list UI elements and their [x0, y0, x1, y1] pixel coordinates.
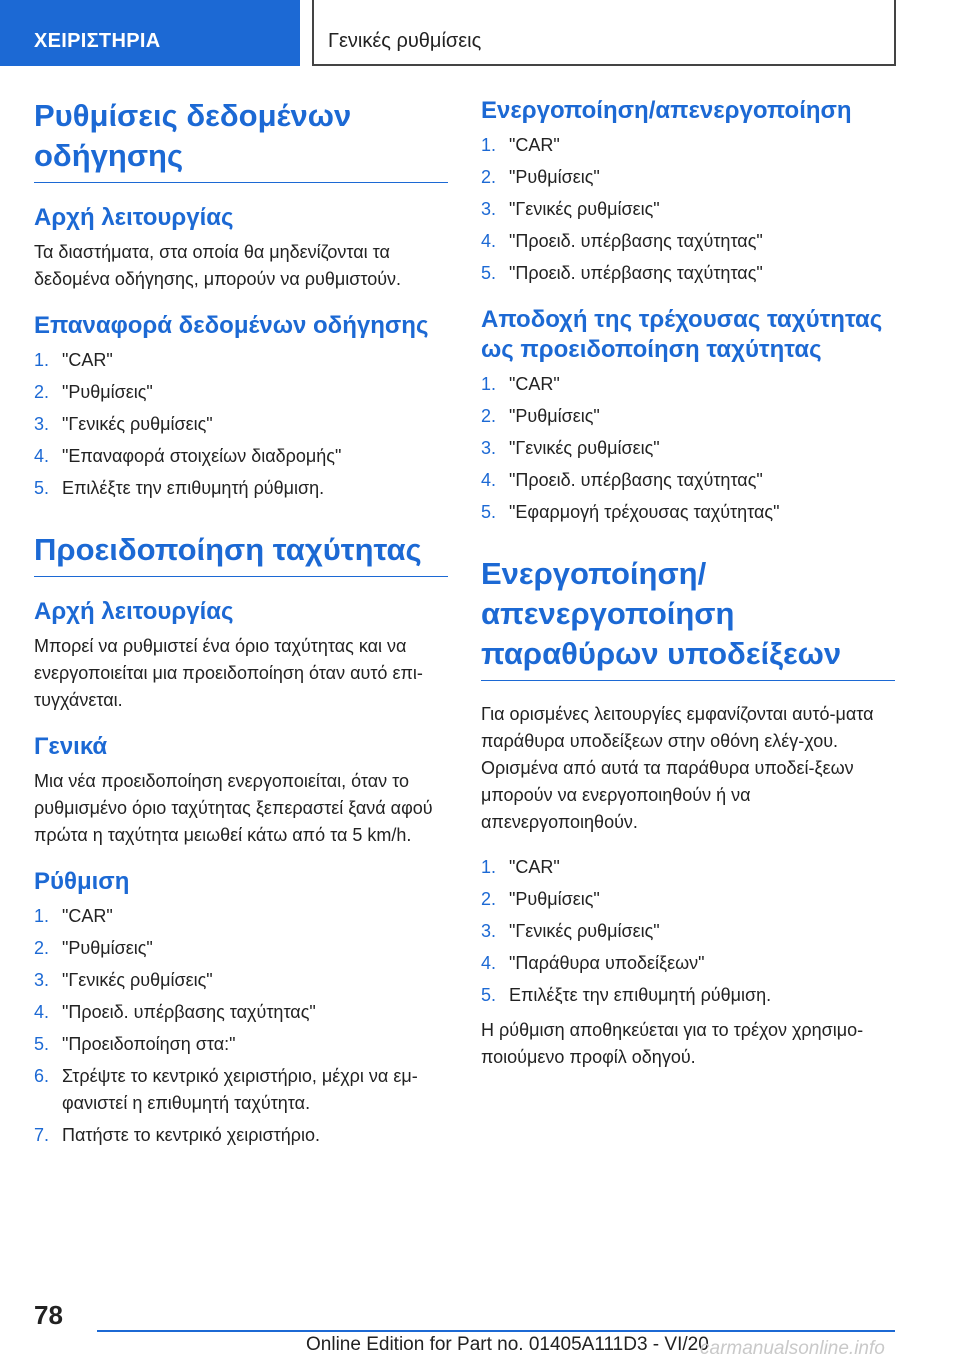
heading-hint-windows: Ενεργοποίηση/ απενεργοποίηση παραθύρων υποδείξεων — [481, 554, 895, 681]
step-number: 5. — [34, 478, 50, 498]
step-text: "Προειδ. υπέρβασης ταχύτητας" — [509, 470, 763, 490]
heading-principle: Αρχή λειτουργίας — [34, 204, 234, 231]
list-item — [481, 886, 895, 913]
step-text: "Προειδ. υπέρβασης ταχύτητας" — [509, 231, 763, 251]
list-item — [34, 1122, 448, 1149]
step-number: 7. — [34, 1125, 50, 1145]
step-number: 5. — [481, 985, 497, 1005]
list-item — [34, 999, 448, 1026]
heading-activate-deactivate: Ενεργοποίηση/απενεργοποίηση — [481, 97, 852, 124]
step-number: 1. — [481, 374, 497, 394]
step-text: "Γενικές ρυθμίσεις" — [509, 438, 660, 458]
step-text: Πατήστε το κεντρικό χειριστήριο. — [62, 1125, 320, 1145]
heading-driving-data-settings: Ρυθμίσεις δεδομένων οδήγησης — [34, 96, 448, 183]
step-text: "CAR" — [509, 857, 560, 877]
step-number: 6. — [34, 1066, 50, 1086]
step-number: 4. — [481, 953, 497, 973]
step-number: 3. — [34, 414, 50, 434]
step-number: 5. — [34, 1034, 50, 1054]
chapter-title: Γενικές ρυθμίσεις — [312, 0, 896, 66]
list-item — [481, 260, 895, 287]
step-number: 2. — [481, 406, 497, 426]
heading-reset-driving-data: Επαναφορά δεδομένων οδήγησης — [34, 312, 429, 339]
paragraph-general: Μια νέα προειδοποίηση ενεργοποιείται, όταν το ρυθμισμένο όριο ταχύτητας ξεπεραστεί ξανά αφού πρώτα η ταχύτητα μειωθεί κάτω από τα 5 km/h. — [34, 771, 433, 845]
step-number: 4. — [481, 231, 497, 251]
step-text: "Επαναφορά στοιχείων διαδρομής" — [62, 446, 342, 466]
list-item — [34, 1063, 448, 1117]
footer-edition: Online Edition for Part no. 01405A111D3 - VI/20 — [306, 1334, 709, 1355]
steps-hint-windows — [481, 854, 895, 1009]
heading-accept-current-speed: Αποδοχή της τρέχουσας ταχύτητας ως προειδοποίηση ταχύτητας — [481, 306, 883, 363]
steps-activate — [481, 132, 895, 287]
step-number: 1. — [34, 906, 50, 926]
watermark: carmanualsonline.info — [700, 1338, 885, 1359]
list-item — [481, 196, 895, 223]
list-item — [481, 132, 895, 159]
list-item — [481, 228, 895, 255]
step-text: "Ρυθμίσεις" — [509, 406, 600, 426]
step-number: 5. — [481, 263, 497, 283]
step-text: "Ρυθμίσεις" — [62, 938, 153, 958]
step-text: "Εφαρμογή τρέχουσας ταχύτητας" — [509, 502, 780, 522]
step-number: 3. — [481, 921, 497, 941]
step-number: 2. — [34, 382, 50, 402]
left-column — [34, 96, 448, 1167]
step-number: 1. — [481, 135, 497, 155]
list-item — [481, 499, 895, 526]
step-text: "CAR" — [509, 135, 560, 155]
list-item — [34, 411, 448, 438]
list-item — [34, 967, 448, 994]
footer-divider — [97, 1330, 895, 1332]
list-item — [34, 1031, 448, 1058]
list-item — [34, 475, 448, 502]
step-text: "Γενικές ρυθμίσεις" — [509, 921, 660, 941]
list-item — [481, 435, 895, 462]
step-text: "Προειδ. υπέρβασης ταχύτητας" — [509, 263, 763, 283]
right-column — [481, 96, 895, 1089]
paragraph-principle-speed: Μπορεί να ρυθμιστεί ένα όριο ταχύτητας και να ενεργοποιείται μια προειδοποίηση όταν αυτό επι-τυγχάνεται. — [34, 636, 423, 710]
paragraph-principle: Τα διαστήματα, στα οποία θα μηδενίζονται τα δεδομένα οδήγησης, μπορούν να ρυθμιστούν. — [34, 242, 402, 289]
step-text: "Ρυθμίσεις" — [62, 382, 153, 402]
paragraph-hint-intro: Για ορισμένες λειτουργίες εμφανίζονται αυτό-ματα παράθυρα υποδείξεων στην οθόνη ελέγ-χου. Ορισμένα από αυτά τα παράθυρα υποδεί-ξεων μπορούν να ενεργοποιηθούν ή να απενεργοποιηθούν. — [481, 704, 874, 832]
step-number: 4. — [34, 446, 50, 466]
step-text: "Προειδ. υπέρβασης ταχύτητας" — [62, 1002, 316, 1022]
step-number: 1. — [34, 350, 50, 370]
step-text: "CAR" — [62, 350, 113, 370]
list-item — [481, 467, 895, 494]
heading-setting: Ρύθμιση — [34, 868, 130, 895]
step-text: "Προειδοποίηση στα:" — [62, 1034, 236, 1054]
list-item — [34, 935, 448, 962]
step-text: "Γενικές ρυθμίσεις" — [509, 199, 660, 219]
step-number: 5. — [481, 502, 497, 522]
step-number: 3. — [481, 199, 497, 219]
step-number: 4. — [34, 1002, 50, 1022]
list-item — [481, 950, 895, 977]
list-item — [481, 918, 895, 945]
heading-principle-speed: Αρχή λειτουργίας — [34, 598, 234, 625]
step-number: 2. — [481, 889, 497, 909]
list-item — [481, 403, 895, 430]
step-text: "Γενικές ρυθμίσεις" — [62, 414, 213, 434]
list-item — [481, 982, 895, 1009]
step-text: "Ρυθμίσεις" — [509, 889, 600, 909]
step-number: 3. — [34, 970, 50, 990]
list-item — [34, 443, 448, 470]
step-number: 3. — [481, 438, 497, 458]
list-item — [481, 371, 895, 398]
section-tab: ΧΕΙΡΙΣΤΗΡΙΑ — [0, 0, 300, 66]
step-text: "CAR" — [62, 906, 113, 926]
step-number: 1. — [481, 857, 497, 877]
step-text: "Γενικές ρυθμίσεις" — [62, 970, 213, 990]
list-item — [34, 347, 448, 374]
steps-reset — [34, 347, 448, 502]
heading-general: Γενικά — [34, 733, 108, 760]
step-number: 2. — [34, 938, 50, 958]
step-number: 2. — [481, 167, 497, 187]
step-text: "CAR" — [509, 374, 560, 394]
paragraph-hint-note: Η ρύθμιση αποθηκεύεται για το τρέχον χρησιμο-ποιούμενο προφίλ οδηγού. — [481, 1020, 864, 1067]
list-item — [481, 164, 895, 191]
list-item — [481, 854, 895, 881]
steps-accept — [481, 371, 895, 526]
step-text: "Ρυθμίσεις" — [509, 167, 600, 187]
page-header — [0, 0, 960, 66]
step-text: "Παράθυρα υποδείξεων" — [509, 953, 705, 973]
step-text: Επιλέξτε την επιθυμητή ρύθμιση. — [62, 478, 325, 498]
step-text: Στρέψτε το κεντρικό χειριστήριο, μέχρι να εμ-φανιστεί η επιθυμητή ταχύτητα. — [62, 1066, 418, 1113]
heading-speed-warning: Προειδοποίηση ταχύτητας — [34, 530, 448, 577]
page-number: 78 — [34, 1300, 63, 1330]
list-item — [34, 379, 448, 406]
steps-setting — [34, 903, 448, 1149]
list-item — [34, 903, 448, 930]
step-text: Επιλέξτε την επιθυμητή ρύθμιση. — [509, 985, 772, 1005]
step-number: 4. — [481, 470, 497, 490]
